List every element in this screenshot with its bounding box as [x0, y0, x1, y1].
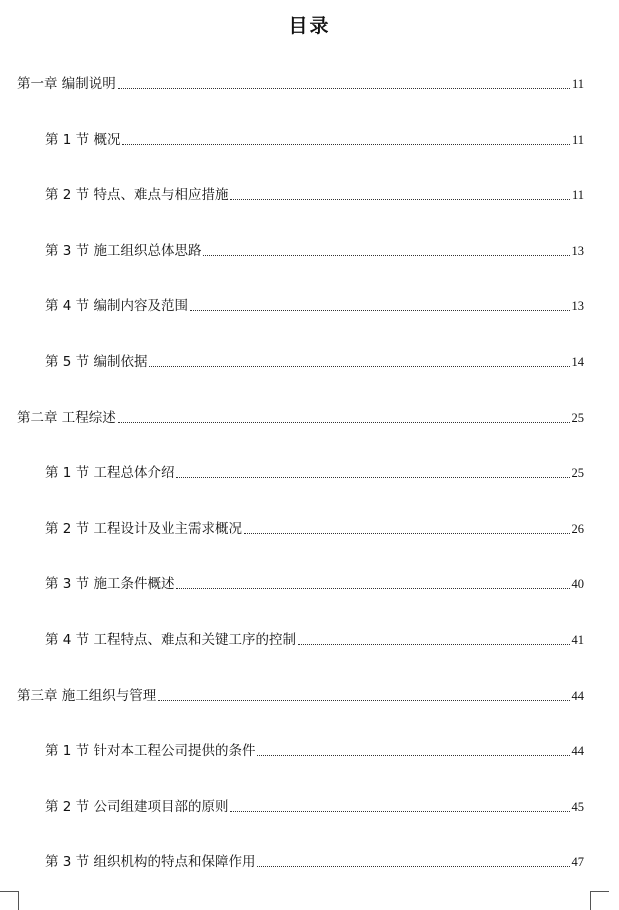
toc-dot-leader	[176, 476, 569, 478]
page-corner-mark-left	[0, 891, 19, 910]
toc-entry-label: 第 5 节 编制依据	[45, 354, 148, 370]
toc-entry-label: 第 1 节 工程总体介绍	[45, 465, 175, 481]
toc-entry-label: 第 3 节 施工条件概述	[45, 576, 175, 592]
toc-page-number: 44	[571, 689, 584, 703]
toc-section-entry[interactable]	[0, 796, 619, 816]
toc-page-number: 26	[571, 522, 584, 536]
toc-page-number: 11	[571, 133, 584, 147]
toc-entry-label: 第 1 节 概况	[45, 132, 121, 148]
toc-dot-leader	[190, 309, 570, 311]
toc-entry-label: 第三章 施工组织与管理	[17, 688, 157, 704]
toc-entry-label: 第 3 节 组织机构的特点和保障作用	[45, 854, 256, 870]
toc-dot-leader	[149, 365, 569, 367]
toc-dot-leader	[257, 754, 569, 756]
toc-entry-label: 第 4 节 工程特点、难点和关键工序的控制	[45, 632, 296, 648]
toc-entry-label: 第 4 节 编制内容及范围	[45, 298, 188, 314]
toc-dot-leader	[118, 87, 570, 89]
toc-dot-leader	[158, 699, 569, 701]
toc-dot-leader	[203, 254, 569, 256]
toc-dot-leader	[230, 198, 569, 200]
toc-chapter-entry[interactable]	[0, 73, 619, 93]
toc-section-entry[interactable]	[0, 295, 619, 315]
toc-page-number: 13	[571, 299, 584, 313]
toc-entry-label: 第 2 节 公司组建项目部的原则	[45, 799, 229, 815]
toc-title: 目录	[288, 15, 331, 37]
toc-entry-label: 第 1 节 针对本工程公司提供的条件	[45, 743, 256, 759]
toc-entry-label: 第 2 节 工程设计及业主需求概况	[45, 521, 242, 537]
toc-dot-leader	[176, 587, 569, 589]
toc-section-entry[interactable]	[0, 462, 619, 482]
toc-section-entry[interactable]	[0, 851, 619, 871]
toc-section-entry[interactable]	[0, 351, 619, 371]
toc-chapter-entry[interactable]	[0, 407, 619, 427]
toc-entry-label: 第 3 节 施工组织总体思路	[45, 243, 202, 259]
toc-page-number: 25	[571, 411, 584, 425]
toc-dot-leader	[257, 865, 569, 867]
toc-page-number: 14	[571, 355, 584, 369]
toc-section-entry[interactable]	[0, 573, 619, 593]
toc-page-number: 40	[571, 577, 584, 591]
toc-section-entry[interactable]	[0, 518, 619, 538]
toc-entry-label: 第一章 编制说明	[17, 76, 116, 92]
toc-page-number: 11	[571, 188, 584, 202]
toc-dot-leader	[230, 810, 569, 812]
toc-page-number: 45	[571, 800, 584, 814]
toc-dot-leader	[118, 421, 570, 423]
toc-entry-label: 第 2 节 特点、难点与相应措施	[45, 187, 229, 203]
toc-section-entry[interactable]	[0, 240, 619, 260]
page-corner-mark-right	[590, 891, 609, 910]
toc-section-entry[interactable]	[0, 629, 619, 649]
toc-chapter-entry[interactable]	[0, 685, 619, 705]
toc-entry-label: 第二章 工程综述	[17, 410, 116, 426]
toc-dot-leader	[298, 643, 570, 645]
toc-page-number: 47	[571, 855, 584, 869]
toc-section-entry[interactable]	[0, 184, 619, 204]
toc-page-number: 13	[571, 244, 584, 258]
toc-page-number: 44	[571, 744, 584, 758]
toc-dot-leader	[122, 143, 569, 145]
toc-page-number: 11	[571, 77, 584, 91]
toc-dot-leader	[244, 532, 570, 534]
toc-page-number: 25	[571, 466, 584, 480]
toc-section-entry[interactable]	[0, 740, 619, 760]
toc-page-number: 41	[571, 633, 584, 647]
toc-section-entry[interactable]	[0, 129, 619, 149]
